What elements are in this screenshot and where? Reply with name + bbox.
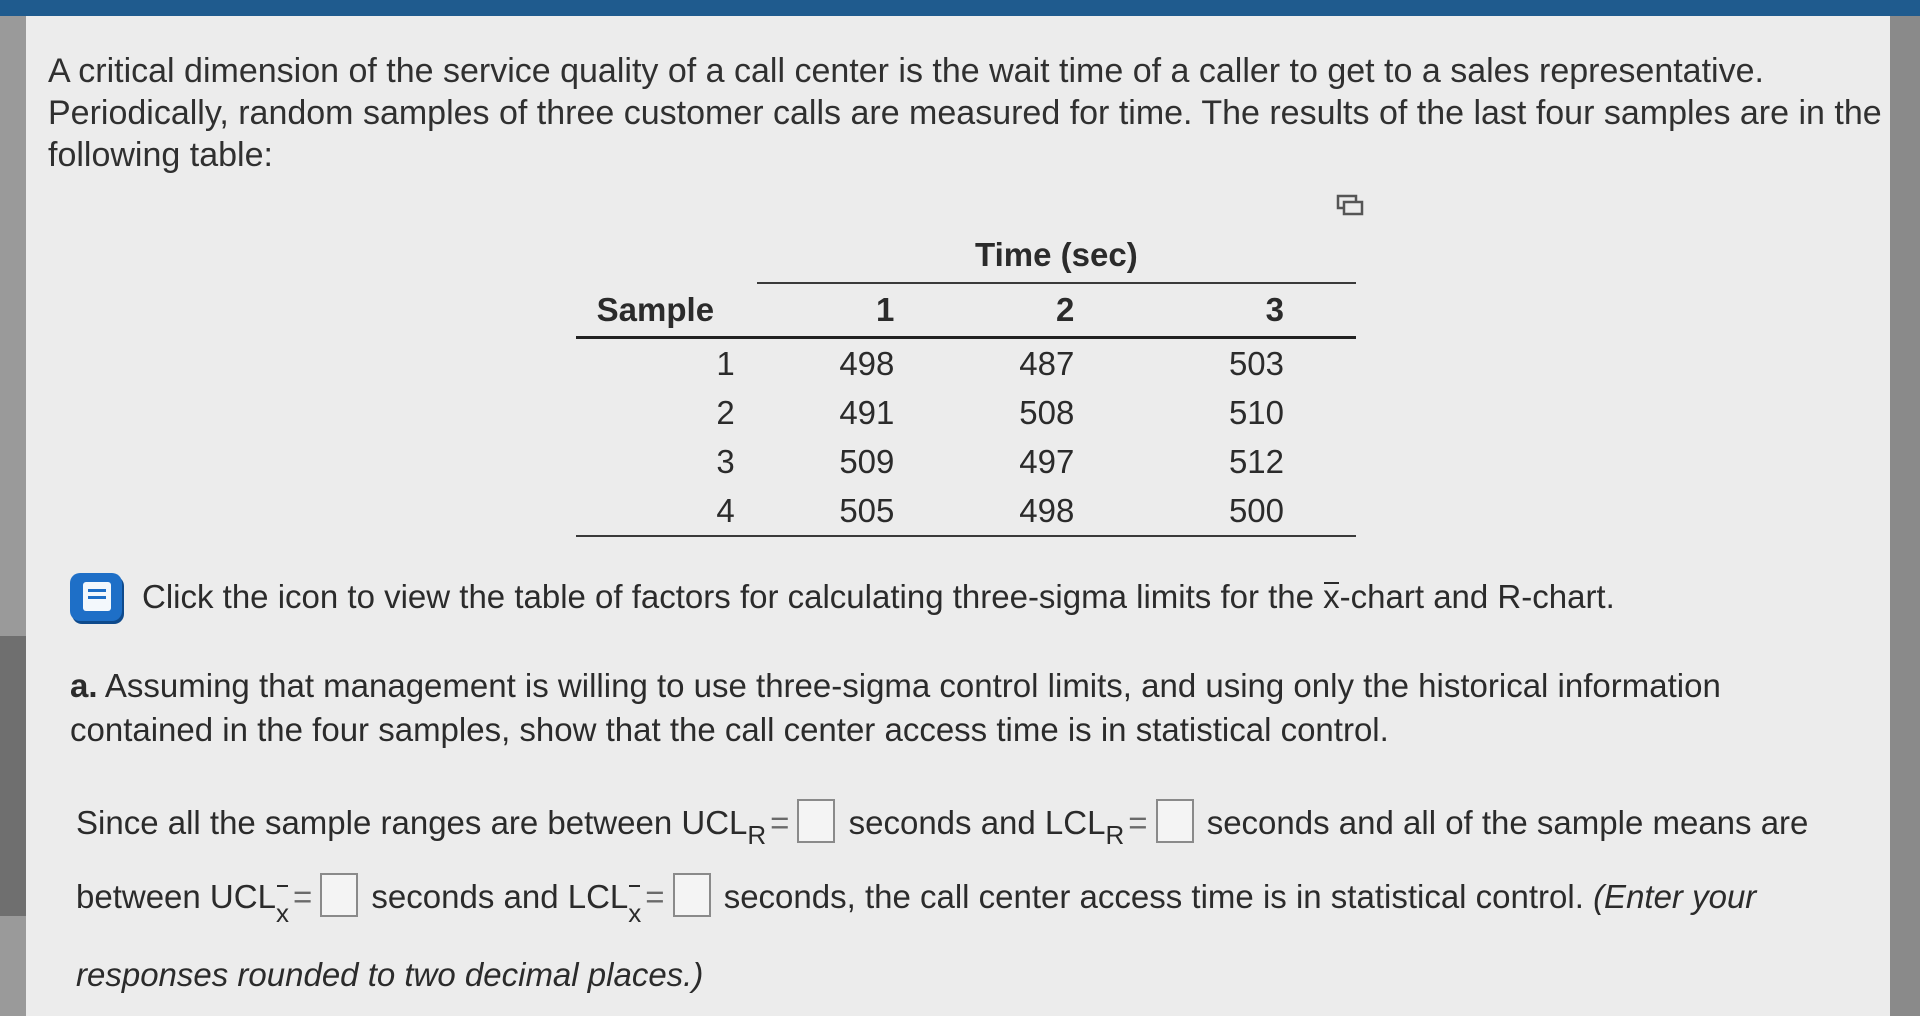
equals-sign: =: [645, 878, 665, 915]
time-cell: 510: [1228, 393, 1284, 431]
wait-time-table: [576, 228, 1356, 537]
part-a-text: Assuming that management is willing to use three-sigma control limits, and using only the historical information contained in the four samples, show that the call center access time is in statistical control.: [70, 667, 1721, 748]
factors-text-after: -chart and R-chart.: [1339, 578, 1615, 615]
column-header-time-1: 1: [757, 283, 943, 338]
column-header-sample: Sample: [576, 283, 757, 338]
time-cell: 498: [942, 486, 1146, 536]
time-cell: 491: [839, 393, 895, 431]
time-cell: 487: [1019, 344, 1075, 382]
table-row: [576, 437, 1356, 486]
table-row: [576, 486, 1356, 536]
sample-cell: 4: [576, 486, 757, 536]
column-header-time-2: 2: [942, 283, 1146, 338]
equals-sign: =: [292, 878, 313, 915]
answer-text-3: seconds and all of the sample means are between UCL: [76, 804, 1809, 915]
equals-sign: =: [770, 804, 790, 841]
time-cell: 498: [839, 344, 895, 382]
xbar-symbol: x: [1323, 578, 1340, 615]
answer-text-1: Since all the sample ranges are between UCL: [76, 804, 748, 841]
popout-icon-graphic: [1336, 193, 1364, 219]
document-icon: [70, 573, 122, 621]
sample-cell: 2: [716, 393, 735, 431]
time-header: Time (sec): [757, 228, 1356, 283]
lcl-x-input[interactable]: [673, 873, 711, 917]
table-header-row: [576, 283, 1356, 338]
answer-text-2: seconds and LCL: [839, 804, 1106, 841]
ucl-r-input[interactable]: [797, 799, 835, 843]
answer-paragraph: [76, 792, 1836, 1005]
ucl-x-input[interactable]: [320, 873, 358, 917]
subscript-xbar: x: [628, 881, 641, 944]
table-group-header-row: [576, 228, 1356, 283]
right-edge: [1890, 16, 1920, 1016]
time-cell: 509: [839, 442, 895, 480]
table-spacer: [576, 228, 757, 283]
part-a-label: a.: [70, 667, 98, 704]
part-a-question: [70, 664, 1830, 752]
factors-link-line: [70, 572, 1615, 622]
sample-cell: 1: [716, 344, 735, 382]
subscript-r: R: [747, 820, 767, 850]
problem-intro: A critical dimension of the service quality of a call center is the wait time of a caller to get to a sales representative. Periodically, random samples of three customer calls are measured for time. The results of the last four samples are in the following table:: [48, 52, 1882, 174]
left-edge: [0, 16, 26, 1016]
time-cell: 500: [1146, 486, 1356, 536]
answer-text-4: seconds and LCL: [362, 878, 629, 915]
subscript-r: R: [1105, 820, 1125, 850]
factors-table-icon[interactable]: [70, 573, 122, 621]
factors-text-before: Click the icon to view the table of factors for calculating three-sigma limits for the: [142, 578, 1324, 615]
time-cell: 512: [1228, 442, 1284, 480]
answer-text-5: seconds, the call center access time is in statistical control.: [714, 878, 1594, 915]
sample-cell: 3: [716, 442, 735, 480]
time-cell: 503: [1228, 344, 1284, 382]
popout-icon[interactable]: [1336, 193, 1364, 219]
table-row: [576, 388, 1356, 437]
subscript-xbar: x: [276, 881, 289, 944]
time-cell: 508: [1019, 393, 1075, 431]
equals-sign: =: [1128, 804, 1148, 841]
left-edge-shade: [0, 636, 26, 916]
table-row: [576, 338, 1356, 389]
rounding-note: (Enter your responses rounded to two decimal places.): [76, 878, 1757, 993]
factors-instruction: [142, 578, 1615, 616]
time-cell: 505: [757, 486, 943, 536]
lcl-r-input[interactable]: [1156, 799, 1194, 843]
time-cell: 497: [1019, 442, 1075, 480]
top-bar: [0, 0, 1920, 16]
column-header-time-3: 3: [1146, 283, 1356, 338]
